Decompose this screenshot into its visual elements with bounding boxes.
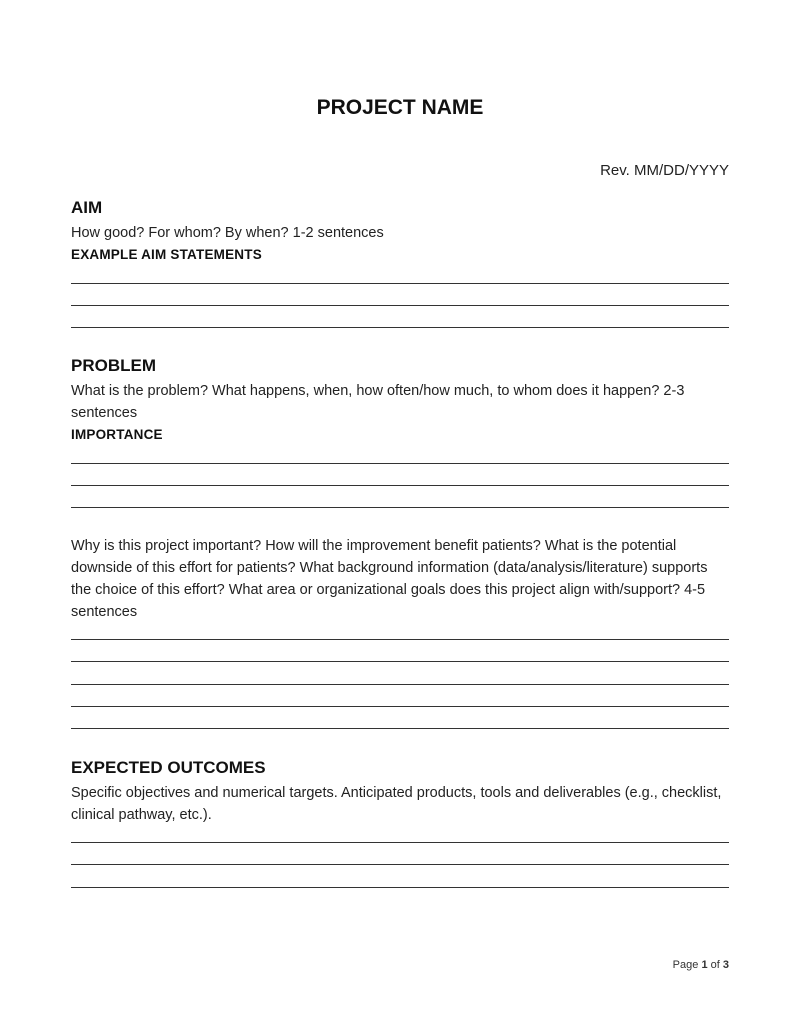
- page-title: PROJECT NAME: [316, 96, 484, 119]
- aim-heading: AIM: [71, 198, 103, 217]
- outcomes-heading: EXPECTED OUTCOMES: [71, 758, 266, 777]
- problem-description: What is the problem? What happens, when, how often/how much, to whom does it happen? 2-3 sentences: [71, 383, 685, 421]
- problem-fill-line[interactable]: [71, 485, 729, 486]
- of-label: of: [710, 959, 720, 971]
- importance-fill-line[interactable]: [71, 728, 729, 729]
- outcomes-description: Specific objectives and numerical targets. Anticipated products, tools and deliverables (e.g., checklist, clinical pathway, etc.).: [71, 785, 722, 823]
- outcomes-fill-line[interactable]: [71, 864, 729, 865]
- outcomes-fill-line[interactable]: [71, 887, 729, 888]
- page-number: [673, 959, 729, 971]
- current-page: 1: [701, 959, 708, 971]
- aim-section: [71, 198, 729, 266]
- outcomes-fill-line[interactable]: [71, 842, 729, 843]
- importance-description: Why is this project important? How will the improvement benefit patients? What is the potential downside of this effort for patients? What background information (data/analysis/literature) supports the choice of this effort? What area or organizational goals does this project align with/support? 4-5 sentences: [71, 538, 708, 620]
- aim-subheading: EXAMPLE AIM STATEMENTS: [71, 247, 262, 262]
- importance-fill-line[interactable]: [71, 684, 729, 685]
- aim-description: How good? For whom? By when? 1-2 sentences: [71, 225, 384, 241]
- importance-section: [71, 535, 729, 623]
- importance-fill-line[interactable]: [71, 639, 729, 640]
- problem-heading: PROBLEM: [71, 356, 156, 375]
- aim-fill-line[interactable]: [71, 283, 729, 284]
- problem-fill-line[interactable]: [71, 507, 729, 508]
- importance-fill-line[interactable]: [71, 661, 729, 662]
- problem-fill-line[interactable]: [71, 463, 729, 464]
- page-label: Page: [672, 959, 699, 971]
- problem-subheading: IMPORTANCE: [71, 427, 163, 442]
- aim-fill-line[interactable]: [71, 305, 729, 306]
- outcomes-section: [71, 758, 729, 826]
- total-pages: 3: [722, 959, 729, 971]
- aim-fill-line[interactable]: [71, 327, 729, 328]
- importance-fill-line[interactable]: [71, 706, 729, 707]
- problem-section: [71, 356, 729, 446]
- revision-date: Rev. MM/DD/YYYY: [600, 162, 729, 179]
